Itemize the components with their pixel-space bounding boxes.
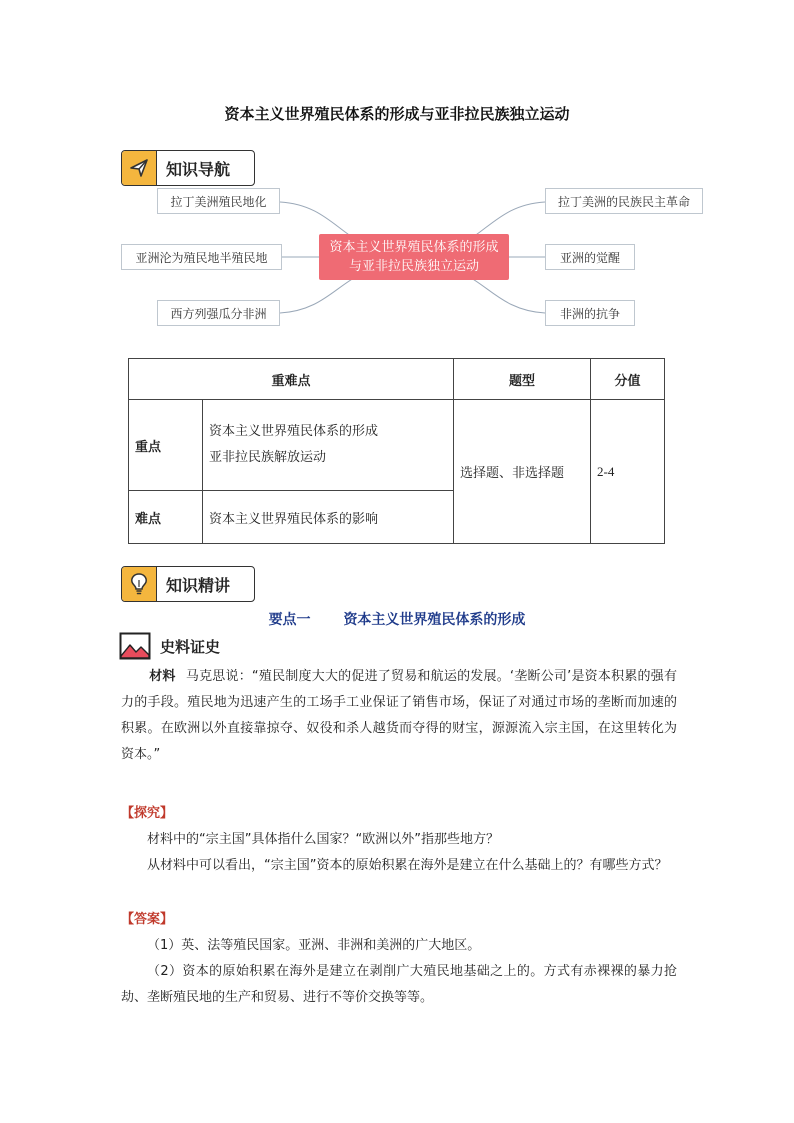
section-label: 知识精讲 [166,576,231,595]
point-number: 要点一 [268,612,311,628]
mindmap-node-left-2: 亚洲沦为殖民地半殖民地 [121,244,282,270]
score-cell: 2-4 [591,400,665,544]
explore-block [121,801,677,879]
explore-label: 【探究】 [121,806,174,821]
row-content-key [203,400,454,491]
table-header-row [129,359,665,400]
material-label: 材料 [149,669,176,684]
lightbulb-icon [122,567,157,601]
mindmap-center-line-1: 资本主义世界殖民体系的形成 [329,240,499,255]
row-label-difficult: 难点 [129,491,203,544]
mindmap-node-left-3: 西方列强瓜分非洲 [157,300,280,326]
mindmap-center-line-2: 与亚非拉民族独立运动 [348,259,479,274]
mindmap-node-right-1: 拉丁美洲的民族民主革命 [545,188,703,214]
section-label: 知识导航 [166,160,231,179]
material-paragraph [121,664,677,768]
row-content-difficult: 资本主义世界殖民体系的影响 [203,491,454,544]
material-text: 马克思说：“殖民制度大大的促进了贸易和航运的发展。‘垄断公司’是资本积累的强有力的手段。殖民地为迅速产生的工场手工业保证了销售市场，保证了对通过市场的垄断而加速的积累。在欧洲以外直接靠掠夺、奴役和杀人越货而夺得的财宝，源源流入宗主国，在这里转化为资本。” [121,669,677,762]
table-row [129,400,665,491]
row-content-line: 资本主义世界殖民体系的形成 [209,424,379,439]
row-content-line: 亚非拉民族解放运动 [209,450,327,465]
explore-question-2: 从材料中可以看出，“宗主国”资本的原始积累在海外是建立在什么基础上的？有哪些方式？ [147,858,668,873]
point-title: 资本主义世界殖民体系的形成 [343,612,526,628]
row-label-key: 重点 [129,400,203,491]
header-score: 分值 [591,359,665,400]
image-icon [119,632,151,660]
question-type-cell: 选择题、非选择题 [454,400,591,544]
point-heading [0,609,794,629]
answer-block [121,907,677,1011]
key-points-table [128,358,665,544]
section-header-knowledge-lecture [121,566,255,602]
mindmap-node-left-1: 拉丁美洲殖民地化 [157,188,280,214]
mindmap-node-right-2: 亚洲的觉醒 [545,244,635,270]
answer-label: 【答案】 [121,912,174,927]
header-question-type: 题型 [454,359,591,400]
mindmap-center-node [319,234,509,280]
answer-1: （1）英、法等殖民国家。亚洲、非洲和美洲的广大地区。 [147,938,481,953]
answer-2: （2）资本的原始积累在海外是建立在剥削广大殖民地基础之上的。方式有赤裸裸的暴力抢劫、垄断殖民地的生产和贸易、进行不等价交换等等。 [121,964,677,1005]
history-section-title: 史料证史 [160,638,221,656]
mindmap-node-right-3: 非洲的抗争 [545,300,635,326]
explore-question-1: 材料中的“宗主国”具体指什么国家？“欧洲以外”指那些地方？ [147,832,499,847]
mindmap-connectors [0,0,794,340]
page-title: 资本主义世界殖民体系的形成与亚非拉民族独立运动 [224,105,570,123]
header-key-points: 重难点 [129,359,454,400]
